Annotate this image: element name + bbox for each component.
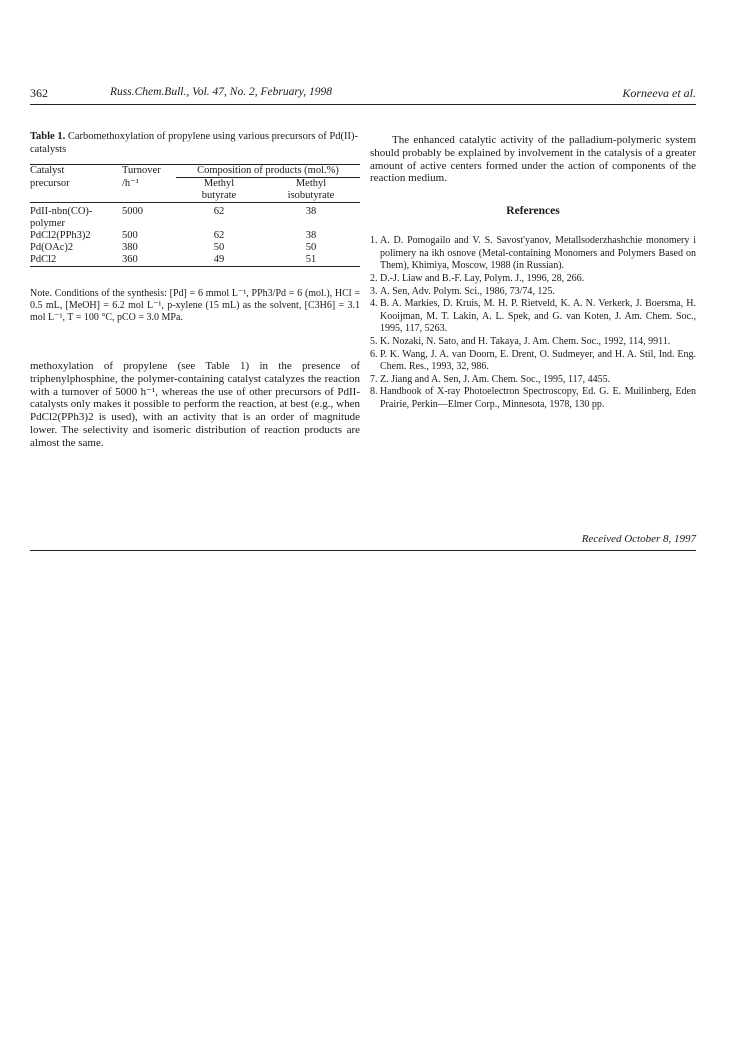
header-butyrate-line1: Methyl <box>203 178 235 189</box>
references-list <box>370 235 696 411</box>
results-table <box>30 164 360 267</box>
cell-precursor: Pd(OAc)2 <box>30 242 74 253</box>
reference-number: 6. <box>370 348 378 360</box>
table-caption <box>30 130 360 156</box>
references-heading: References <box>506 205 560 218</box>
table-note: Note. Conditions of the synthesis: [Pd] = 6 mmol L⁻¹, PPh3/Pd = 6 (mol.), HCl = 0.5 mL, [MeOH] = 6.2 mol L⁻¹, p-xylene (15 mL) as the solvent, [C3H6] = 3.1 mol L⁻¹, T = 100 °C, pCO = 3.0 MPa. <box>30 288 360 324</box>
header-methyl-isobutyrate <box>262 178 360 203</box>
reference-number: 8. <box>370 386 378 398</box>
header-isobutyrate-line2: isobutyrate <box>287 190 335 201</box>
reference-item <box>370 298 696 336</box>
table-row <box>30 242 360 254</box>
cell-isobutyrate: 38 <box>305 206 317 217</box>
body-text-right: The enhanced catalytic activity of the palladium-polymeric system should probably be explained by involvement in the catalysis of a greater amount of active centers formed under the action of components of the reaction medium. <box>370 134 696 185</box>
reference-text: K. Nozaki, N. Sato, and H. Takaya, J. Am. Chem. Soc., 1992, 114, 9911. <box>380 335 671 347</box>
left-column <box>30 130 360 449</box>
cell-turnover: 380 <box>122 242 138 253</box>
running-author: Korneeva et al. <box>622 86 696 100</box>
reference-text: P. K. Wang, J. A. van Doorn, E. Drent, O. Sudmeyer, and H. A. Stil, Ind. Eng. Chem. Res., 1993, 32, 986. <box>380 348 696 373</box>
reference-item <box>370 374 696 387</box>
page-number: 362 <box>30 86 48 100</box>
cell-butyrate: 49 <box>213 254 225 265</box>
reference-number: 1. <box>370 235 378 247</box>
table-caption-text: Carbomethoxylation of propylene using various precursors of Pd(II)-catalysts <box>30 131 358 155</box>
footer-rule <box>30 550 696 551</box>
reference-text: Handbook of X-ray Photoelectron Spectroscopy, Ed. G. E. Muilinberg, Eden Prairie, Perkin—Elmer Corp., Minnesota, 1978, 130 pp. <box>380 386 696 410</box>
table-header-row-2 <box>30 178 360 203</box>
cell-turnover: 500 <box>122 230 138 241</box>
reference-text: Z. Jiang and A. Sen, J. Am. Chem. Soc., 1995, 117, 4455. <box>380 373 611 385</box>
reference-item <box>370 235 696 273</box>
reference-number: 4. <box>370 298 378 310</box>
reference-text: A. Sen, Adv. Polym. Sci., 1986, 73/74, 125. <box>380 285 555 297</box>
cell-isobutyrate: 38 <box>305 230 317 241</box>
cell-precursor: PdII-nbn(CO)-polymer <box>30 206 93 229</box>
cell-precursor: PdCl2 <box>30 254 57 265</box>
header-precursor: precursor <box>30 177 70 189</box>
header-composition: Composition of products (mol.%) <box>176 165 360 178</box>
cell-butyrate: 62 <box>213 206 225 217</box>
reference-number: 7. <box>370 373 378 385</box>
table-row <box>30 254 360 267</box>
reference-number: 5. <box>370 335 378 347</box>
header-isobutyrate-line1: Methyl <box>295 178 327 189</box>
cell-isobutyrate: 50 <box>305 242 317 253</box>
right-column <box>370 134 696 412</box>
header-rule <box>30 104 696 105</box>
reference-item <box>370 273 696 286</box>
reference-item <box>370 349 696 374</box>
reference-item <box>370 286 696 299</box>
cell-isobutyrate: 51 <box>305 254 317 265</box>
reference-item <box>370 336 696 349</box>
reference-text: D.-J. Liaw and B.-F. Lay, Polym. J., 1996, 28, 266. <box>380 272 585 284</box>
running-header <box>30 86 696 102</box>
header-methyl-butyrate <box>176 178 262 203</box>
journal-citation: Russ.Chem.Bull., Vol. 47, No. 2, February, 1998 <box>110 86 333 98</box>
header-turnover: Turnover <box>122 165 161 176</box>
reference-text: B. A. Markies, D. Kruis, M. H. P. Rietveld, K. A. N. Verkerk, J. Boersma, H. Kooijman, M. T. Lakin, A. L. Spek, and G. van Koten, J. Am. Chem. Soc., 1995, 117, 5263. <box>380 298 696 335</box>
reference-text: A. D. Pomogailo and V. S. Savost'yanov, Metallsoderzhashchie monomery i polimery na ikh osnove (Metal-containing Monomers and Polymers Based on Them), Khimiya, Moscow, 1988 (in Russian). <box>380 235 696 272</box>
cell-butyrate: 50 <box>213 242 225 253</box>
cell-butyrate: 62 <box>213 230 225 241</box>
cell-precursor: PdCl2(PPh3)2 <box>30 230 91 241</box>
table-row <box>30 203 360 231</box>
body-text-left: methoxylation of propylene (see Table 1) in the presence of triphenylphosphine, the polymer-containing catalyst catalyzes the reaction with a turnover of 5000 h⁻¹, whereas the use of other precursors of PdII-catalysts only makes it possible to perform the reaction, at best (e.g., when PdCl2(PPh3)2 is used), with an activity that is an order of magnitude lower. The selectivity and isomeric distribution of reaction products are almost the same. <box>30 360 360 449</box>
header-catalyst: Catalyst <box>30 165 65 176</box>
received-date: Received October 8, 1997 <box>581 533 696 545</box>
cell-turnover: 5000 <box>122 206 143 217</box>
reference-number: 2. <box>370 272 378 284</box>
cell-turnover: 360 <box>122 254 138 265</box>
table-header-row-1 <box>30 165 360 178</box>
table-label: Table 1. <box>30 131 66 142</box>
header-turnover-unit: /h⁻¹ <box>122 177 139 189</box>
reference-number: 3. <box>370 285 378 297</box>
table-row <box>30 230 360 242</box>
header-butyrate-line2: butyrate <box>201 190 237 201</box>
reference-item <box>370 386 696 411</box>
